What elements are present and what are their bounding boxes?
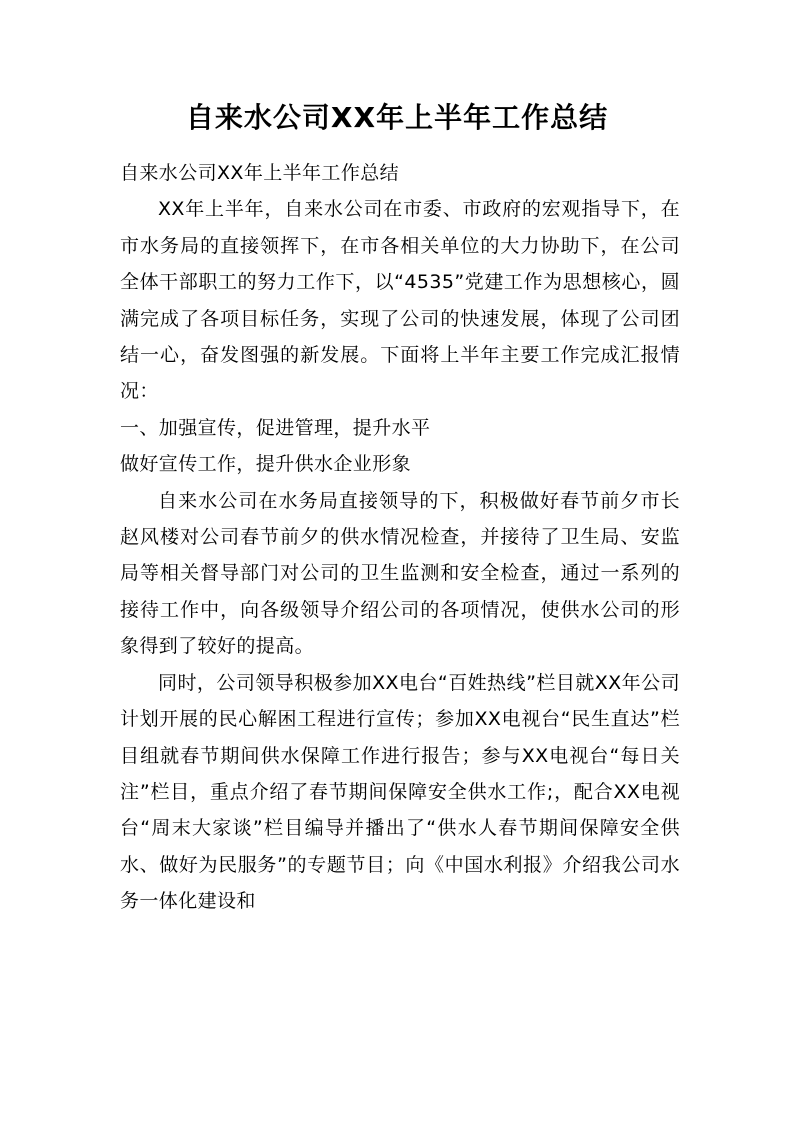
section-heading: 一、加强宣传，促进管理，提升水平 (120, 416, 431, 439)
subsection-heading: 做好宣传工作，提升供水企业形象 (120, 453, 412, 476)
body-paragraph: 自来水公司在水务局直接领导的下，积极做好春节前夕市长赵风楼对公司春节前夕的供水情况检查，并接待了卫生局、安监局等相关督导部门对公司的卫生监测和安全检查，通过一系列的接待工作中，向各级领导介绍公司的各项情况，使供水公司的形象得到了较好的提高。 (120, 489, 680, 658)
subtitle-paragraph: 自来水公司XX年上半年工作总结 (120, 162, 400, 184)
document-body (120, 155, 680, 920)
document-title: 自来水公司XX年上半年工作总结 (185, 101, 609, 134)
intro-paragraph: XX年上半年，自来水公司在市委、市政府的宏观指导下，在市水务局的直接领挥下，在市各相关单位的大力协助下，在公司全体干部职工的努力工作下，以“4535”党建工作为思想核心，圆满完成了各项目标任务，实现了公司的快速发展，体现了公司团结一心，奋发图强的新发展。下面将上半年主要工作完成汇报情况： (120, 198, 680, 403)
body-paragraph: 同时，公司领导积极参加XX电台“百姓热线”栏目就XX年公司计划开展的民心解困工程进行宣传；参加XX电视台“民生直达”栏目组就春节期间供水保障工作进行报告；参与XX电视台“每日关注”栏目，重点介绍了春节期间保障安全供水工作;，配合XX电视台“周末大家谈”栏目编导并播出了“供水人春节期间保障安全供水、做好为民服务”的专题节目；向《中国水利报》介绍我公司水务一体化建设和 (120, 671, 680, 913)
